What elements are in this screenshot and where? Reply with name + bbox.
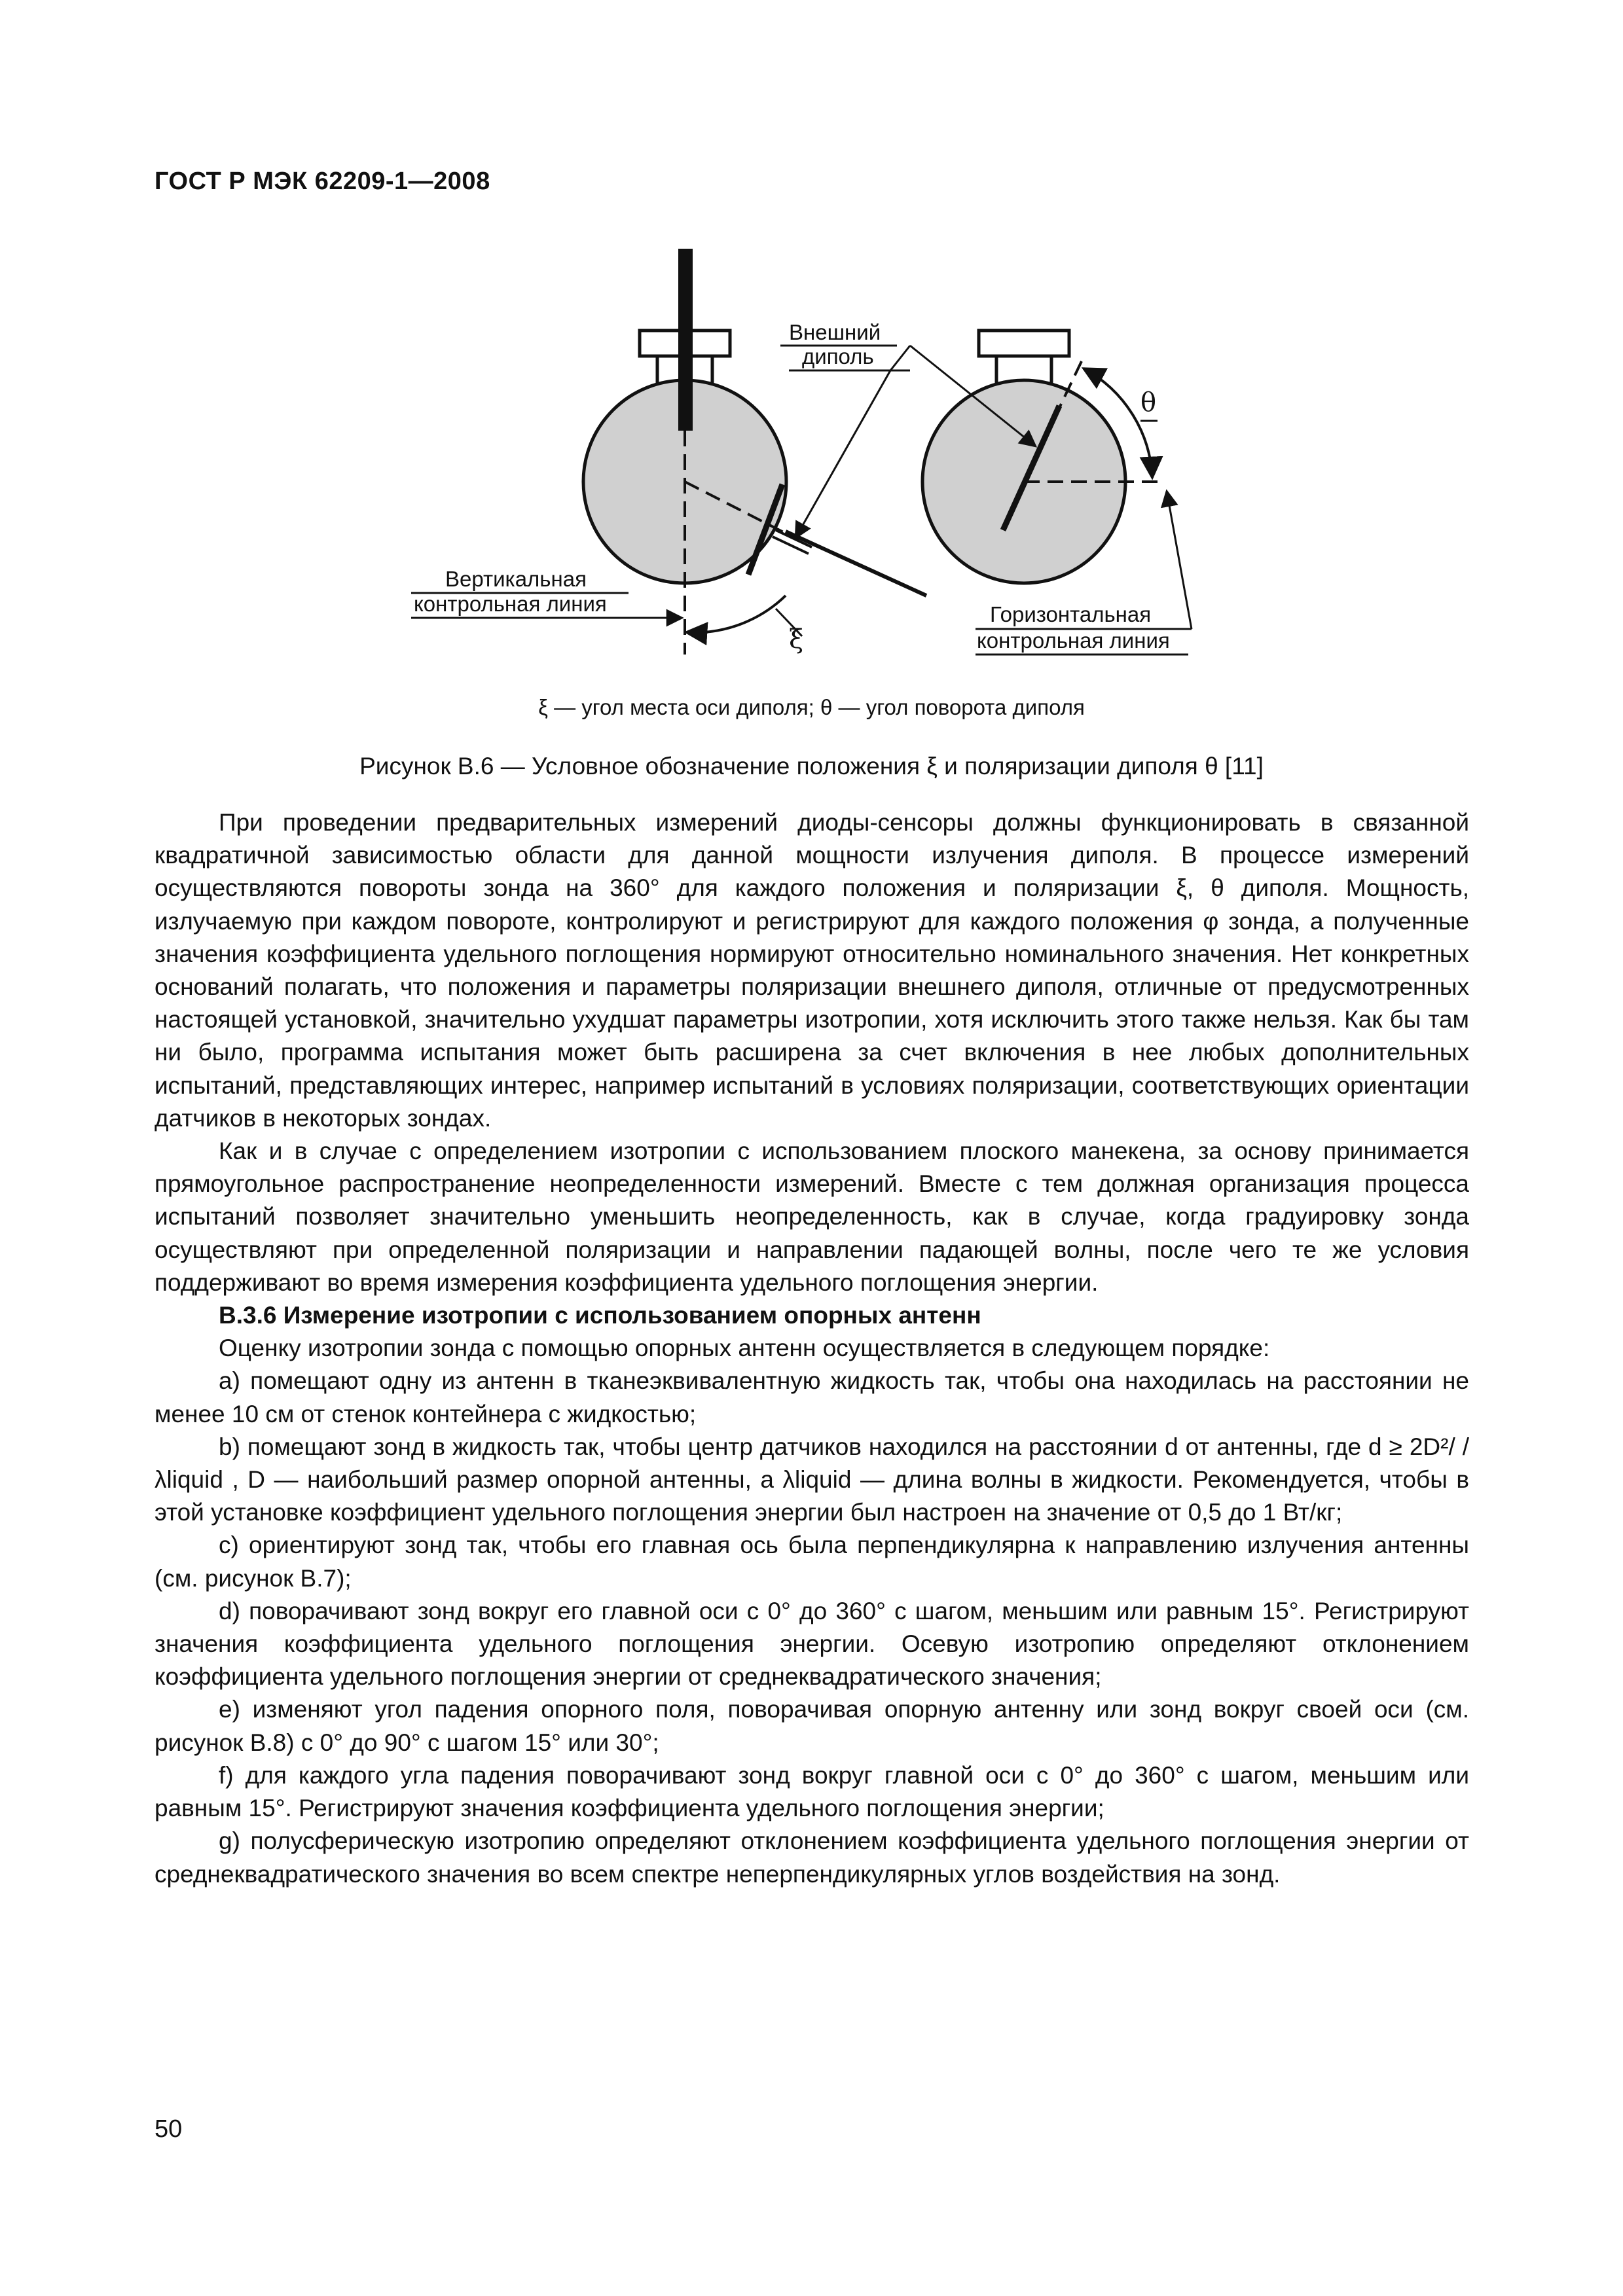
svg-text:контрольная линия: контрольная линия [977, 628, 1170, 653]
right-probe [922, 331, 1159, 583]
list-item: g) полусферическую изотропию определяют отклонением коэффициента удельного поглощения энергии от среднеквадратического значения во всем спектре неперпендикулярных углов воздействия на зонд. [155, 1827, 1469, 1888]
svg-text:Горизонтальная: Горизонтальная [990, 602, 1152, 626]
section-heading: B.3.6 Измерение изотропии с использованием опорных антенн [219, 1302, 981, 1329]
figure-legend: ξ — угол места оси диполя; θ — угол поворота диполя [538, 695, 1085, 719]
svg-text:диполь: диполь [802, 344, 874, 368]
list-item: b) помещают зонд в жидкость так, чтобы центр датчиков находился на расстоянии d от антенны, где d ≥ 2D²/ / λliquid , D — наибольший размер опорной антенны, а λliquid — длина волны в жидкости. Рекомендуется, чтобы в этой установке коэффициент удельного поглощения энергии был настроен на значение от 0,5 до 1 Вт/кг; [155, 1433, 1469, 1526]
paragraph: Оценку изотропии зонда с помощью опорных антенн осуществляется в следующем порядке: [219, 1335, 1270, 1362]
body-text [155, 806, 1469, 1891]
list-item: а) помещают одну из антенн в тканеэквивалентную жидкость так, чтобы она находилась на расстоянии не менее 10 см от стенок контейнера с жидкостью; [155, 1367, 1469, 1427]
theta-symbol: θ [1140, 387, 1157, 418]
figure-b6-diagram [0, 0, 1623, 759]
svg-text:Вертикальная: Вертикальная [445, 567, 587, 591]
list-item: е) изменяют угол падения опорного поля, поворачивая опорную антенну или зонд вокруг своей оси (см. рисунок В.8) с 0° до 90° с шагом 15° или 30°; [155, 1696, 1469, 1756]
svg-text:Внешний: Внешний [789, 320, 881, 344]
paragraph: При проведении предварительных измерений диоды-сенсоры должны функционировать в связанной квадратичной зависимостью области для данной мощности излучения диполя. В процессе измерений осуществляются повороты зонда на 360° для каждого положения и поляризации ξ, θ диполя. Мощность, излучаемую при каждом повороте, контролируют и регистрируют для каждого положения φ зонда, а полученные значения коэффициента удельного поглощения нормируют относительно номинального значения. Нет конкретных оснований полагать, что положения и параметры поляризации внешнего диполя, отличные от предусмотренных настоящей установкой, значительно ухудшат параметры изотропии, хотя исключить этого также нельзя. Как бы там ни было, программа испытания может быть расширена за счет включения в нее любых дополнительных испытаний, представляющих интерес, например испытаний в условиях поляризации, соответствующих ориентации датчиков в некоторых зондах. [155, 809, 1469, 1132]
figure-caption: Рисунок B.6 — Условное обозначение положения ξ и поляризации диполя θ [11] [359, 753, 1264, 780]
list-item: с) ориентируют зонд так, чтобы его главная ось была перпендикулярна к направлению излучения антенны (см. рисунок В.7); [155, 1532, 1469, 1592]
page-number: 50 [155, 2115, 183, 2143]
xi-symbol: ξ [789, 624, 804, 655]
svg-text:контрольная линия: контрольная линия [414, 592, 607, 616]
list-item: d) поворачивают зонд вокруг его главной оси с 0° до 360° с шагом, меньшим или равным 15°. Регистрируют значения коэффициента удельного поглощения энергии. Осевую изотропию определяют отклонением коэффициента удельного поглощения энергии от среднеквадратического значения; [155, 1597, 1469, 1691]
list-item: f) для каждого угла падения поворачивают зонд вокруг главной оси с 0° до 360° с шагом, меньшим или равным 15°. Регистрируют значения коэффициента удельного поглощения энергии; [155, 1761, 1469, 1822]
left-probe [583, 249, 926, 655]
document-header: ГОСТ Р МЭК 62209-1—2008 [155, 168, 490, 195]
paragraph: Как и в случае с определением изотропии с использованием плоского манекена, за основу принимается прямоугольное распространение неопределенности измерений. Вместе с тем должная организация процесса испытаний позволяет значительно уменьшить неопределенность, как в случае, когда градуировку зонда осуществляют при определенной поляризации и направлении падающей волны, после чего те же условия поддерживают во время измерения коэффициента удельного поглощения энергии. [155, 1138, 1469, 1296]
